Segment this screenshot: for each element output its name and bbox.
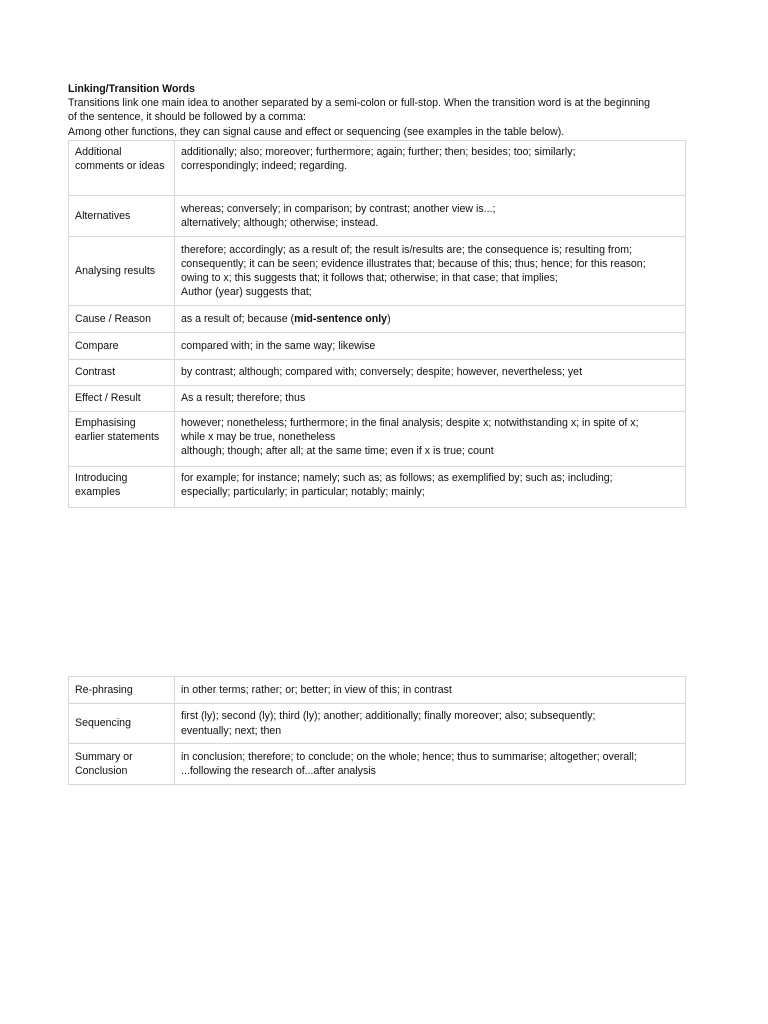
examples-text: alternatively; although; otherwise; instead. [181, 217, 379, 229]
examples-text: however; nonetheless; furthermore; in the final analysis; despite x; notwithstanding x; in spite of x; [181, 417, 639, 429]
examples-text: therefore; accordingly; as a result of; the result is/results are; the consequence is; resulting from; [181, 243, 633, 256]
examples-text: ...following the research of...after analysis [181, 765, 376, 777]
table-row [69, 704, 686, 744]
examples-text: eventually; next; then [181, 724, 282, 737]
category-cell [69, 704, 175, 744]
table-row [69, 467, 686, 508]
table-row [69, 677, 686, 704]
examples-text: by contrast; although; compared with; conversely; despite; however, nevertheless; yet [181, 366, 583, 379]
transition-words-table-continued [68, 676, 686, 785]
examples-text: As a result; therefore; thus [181, 392, 306, 405]
emphasis-text: mid-sentence only [294, 312, 388, 325]
examples-text: Author (year) suggests that; [181, 286, 312, 299]
examples-text: in other terms; rather; or; better; in view of this; in contrast [181, 683, 452, 696]
transition-words-table [68, 140, 686, 508]
examples-text: while x may be true, nonetheless [181, 431, 336, 444]
examples-text: additionally; also; moreover; furthermore; again; further; then; besides; too; similarly; [181, 146, 576, 158]
examples-text: in conclusion; therefore; to conclude; on the whole; hence; thus to summarise; altogether; overall; [181, 750, 637, 763]
examples-cell [175, 412, 686, 467]
category-cell [69, 412, 175, 467]
category-cell [69, 677, 175, 704]
table-row [69, 196, 686, 237]
examples-text: correspondingly; indeed; regarding. [181, 160, 348, 173]
document-title: Linking/Transition Words [68, 83, 195, 95]
examples-text: especially; particularly; in particular; notably; mainly; [181, 486, 425, 499]
examples-text: owing to x; this suggests that; it follows that; otherwise; in that case; that implies; [181, 272, 558, 284]
category-label: Compare [75, 339, 119, 352]
category-cell [69, 306, 175, 333]
category-label: Additional comments or ideas [75, 146, 165, 173]
table-row [69, 412, 686, 467]
intro-line: of the sentence, it should be followed by a comma: [68, 111, 306, 124]
examples-text: as a result of; because ( [181, 312, 295, 325]
examples-text: although; though; after all; at the same time; even if x is true; count [181, 445, 494, 458]
examples-cell [175, 196, 686, 237]
category-cell [69, 333, 175, 360]
examples-cell [175, 141, 686, 196]
category-label: Re-phrasing [75, 683, 133, 696]
table-row [69, 237, 686, 306]
category-cell [69, 467, 175, 508]
category-label: Contrast [75, 366, 116, 379]
category-label: Summary or Conclusion [75, 750, 133, 777]
category-label: Emphasising earlier statements [75, 417, 160, 444]
examples-cell [175, 704, 686, 744]
category-label: Cause / Reason [75, 312, 151, 325]
category-label: Analysing results [75, 264, 156, 277]
examples-cell [175, 237, 686, 306]
category-cell [69, 744, 175, 785]
examples-cell [175, 744, 686, 785]
table-row [69, 333, 686, 360]
table-row [69, 386, 686, 412]
examples-cell [175, 386, 686, 412]
intro-section [68, 82, 698, 139]
examples-cell [175, 677, 686, 704]
category-cell [69, 386, 175, 412]
intro-line: Among other functions, they can signal cause and effect or sequencing (see examples in the table below). [68, 125, 565, 138]
category-label: Alternatives [75, 209, 131, 222]
category-label: Effect / Result [75, 392, 141, 405]
examples-text: compared with; in the same way; likewise [181, 339, 376, 352]
category-label: Introducing examples [75, 472, 128, 499]
table-row [69, 360, 686, 386]
category-label: Sequencing [75, 717, 131, 730]
examples-text: for example; for instance; namely; such as; as follows; as exemplified by; such as; including; [181, 472, 613, 484]
category-cell [69, 237, 175, 306]
examples-cell [175, 360, 686, 386]
intro-line: Transitions link one main idea to another separated by a semi-colon or full-stop. When the transition word is at the beginning [68, 97, 650, 110]
examples-text: ) [387, 312, 391, 325]
table-row [69, 306, 686, 333]
category-cell [69, 141, 175, 196]
examples-text: whereas; conversely; in comparison; by contrast; another view is...; [181, 202, 496, 215]
examples-text: consequently; it can be seen; evidence illustrates that; because of this; thus; hence; for this reason; [181, 257, 646, 270]
examples-cell [175, 467, 686, 508]
category-cell [69, 196, 175, 237]
table-row [69, 141, 686, 196]
examples-cell [175, 306, 686, 333]
examples-cell [175, 333, 686, 360]
category-cell [69, 360, 175, 386]
table-row [69, 744, 686, 785]
examples-text: first (ly); second (ly); third (ly); another; additionally; finally moreover; also; subsequently; [181, 710, 596, 723]
